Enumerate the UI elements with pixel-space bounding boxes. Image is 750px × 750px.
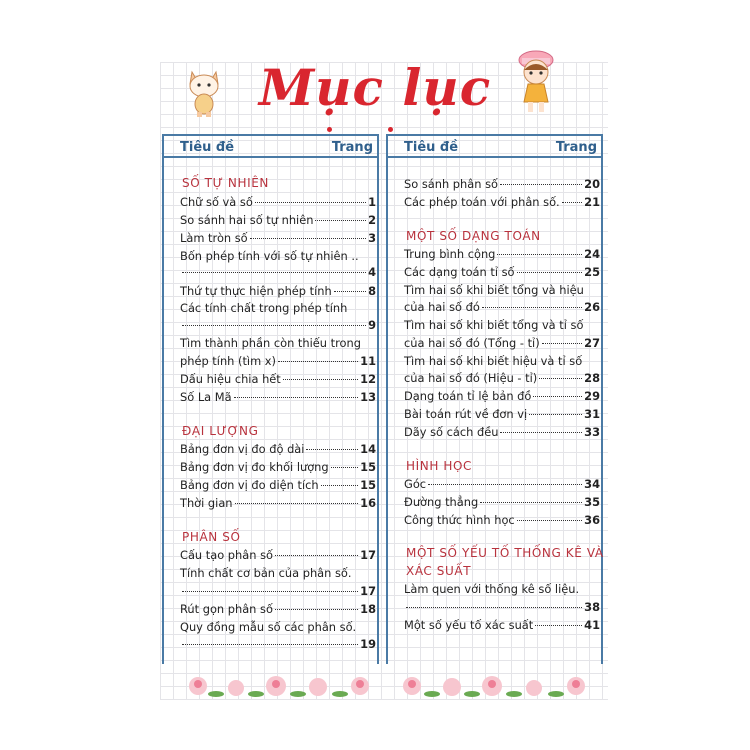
toc-entry: Làm tròn số 3 bbox=[180, 231, 376, 245]
toc-entry: của hai số đó (Tổng - tỉ) 27 bbox=[404, 336, 600, 350]
header-page: Trang bbox=[331, 140, 373, 155]
toc-entry-line: Bốn phép tính với số tự nhiên .. bbox=[180, 249, 359, 263]
toc-entry: Bài toán rút về đơn vị 31 bbox=[404, 407, 600, 421]
toc-entry-line: Tìm hai số khi biết hiệu và tỉ số bbox=[404, 354, 583, 368]
toc-entry: Rút gọn phân số 18 bbox=[180, 602, 376, 616]
toc-entry: Các dạng toán tỉ số 25 bbox=[404, 265, 600, 279]
column-header bbox=[164, 134, 377, 158]
toc-entry: Thứ tự thực hiện phép tính 8 bbox=[180, 284, 376, 298]
section-heading: XÁC SUẤT bbox=[406, 564, 472, 578]
flower-border-icon bbox=[178, 672, 384, 698]
toc-entry: Công thức hình học 36 bbox=[404, 513, 600, 527]
toc-entry: Một số yếu tố xác suất 41 bbox=[404, 618, 600, 632]
toc-entry: So sánh hai số tự nhiên 2 bbox=[180, 213, 376, 227]
header-title: Tiêu đề bbox=[404, 140, 459, 155]
toc-entry: 4 bbox=[180, 265, 376, 281]
toc-entry: của hai số đó (Hiệu - tỉ) 28 bbox=[404, 371, 600, 385]
toc-entry: Bảng đơn vị đo độ dài 14 bbox=[180, 442, 376, 456]
red-dot bbox=[388, 127, 393, 132]
toc-entry-line: Các tính chất trong phép tính bbox=[180, 301, 348, 315]
flower-border-icon bbox=[392, 672, 598, 698]
header-page: Trang bbox=[555, 140, 597, 155]
toc-entry: Cấu tạo phân số 17 bbox=[180, 548, 376, 562]
section-heading: PHÂN SỐ bbox=[182, 530, 241, 544]
section-heading: MỘT SỐ DẠNG TOÁN bbox=[406, 229, 541, 243]
section-heading: SỐ TỰ NHIÊN bbox=[182, 176, 270, 190]
column-header bbox=[388, 134, 601, 158]
toc-entry-line: Quy đồng mẫu số các phân số. bbox=[180, 620, 357, 634]
section-heading: ĐẠI LƯỢNG bbox=[182, 424, 259, 438]
toc-entry: So sánh phân số 20 bbox=[404, 177, 600, 191]
toc-entry: 17 bbox=[180, 584, 376, 600]
toc-entry-line: Tìm hai số khi biết tổng và hiệu bbox=[404, 283, 584, 297]
toc-entry: Dạng toán tỉ lệ bản đồ 29 bbox=[404, 389, 600, 403]
toc-entry: 38 bbox=[404, 600, 600, 616]
toc-left-column bbox=[162, 134, 379, 664]
toc-entry-line: Tính chất cơ bản của phân số. bbox=[180, 566, 352, 580]
toc-entry: Dấu hiệu chia hết 12 bbox=[180, 372, 376, 386]
page-title: Mục lục bbox=[258, 58, 492, 117]
section-heading: MỘT SỐ YẾU TỐ THỐNG KÊ VÀ bbox=[406, 546, 604, 560]
toc-entry: Thời gian 16 bbox=[180, 496, 376, 510]
toc-entry: Đường thẳng 35 bbox=[404, 495, 600, 509]
toc-entry: Số La Mã 13 bbox=[180, 390, 376, 404]
section-heading: HÌNH HỌC bbox=[406, 459, 473, 473]
toc-entry-line: Tìm thành phần còn thiếu trong bbox=[180, 336, 361, 350]
toc-entry-line: Tìm hai số khi biết tổng và tỉ số bbox=[404, 318, 584, 332]
toc-entry: Góc 34 bbox=[404, 477, 600, 491]
header-title: Tiêu đề bbox=[180, 140, 235, 155]
toc-entry: Các phép toán với phân số. 21 bbox=[404, 195, 600, 209]
toc-entry: phép tính (tìm x) 11 bbox=[180, 354, 376, 368]
toc-entry: Bảng đơn vị đo khối lượng 15 bbox=[180, 460, 376, 474]
toc-entry: của hai số đó 26 bbox=[404, 300, 600, 314]
toc-entry: 9 bbox=[180, 318, 376, 334]
toc-entry: 19 bbox=[180, 637, 376, 653]
toc-entry: Dãy số cách đều 33 bbox=[404, 425, 600, 439]
red-dot bbox=[327, 127, 332, 132]
toc-entry-line: Làm quen với thống kê số liệu. bbox=[404, 582, 580, 596]
toc-entry: Chữ số và số 1 bbox=[180, 195, 376, 209]
toc-entry: Trung bình cộng 24 bbox=[404, 247, 600, 261]
toc-right-column bbox=[386, 134, 603, 664]
toc-entry: Bảng đơn vị đo diện tích 15 bbox=[180, 478, 376, 492]
